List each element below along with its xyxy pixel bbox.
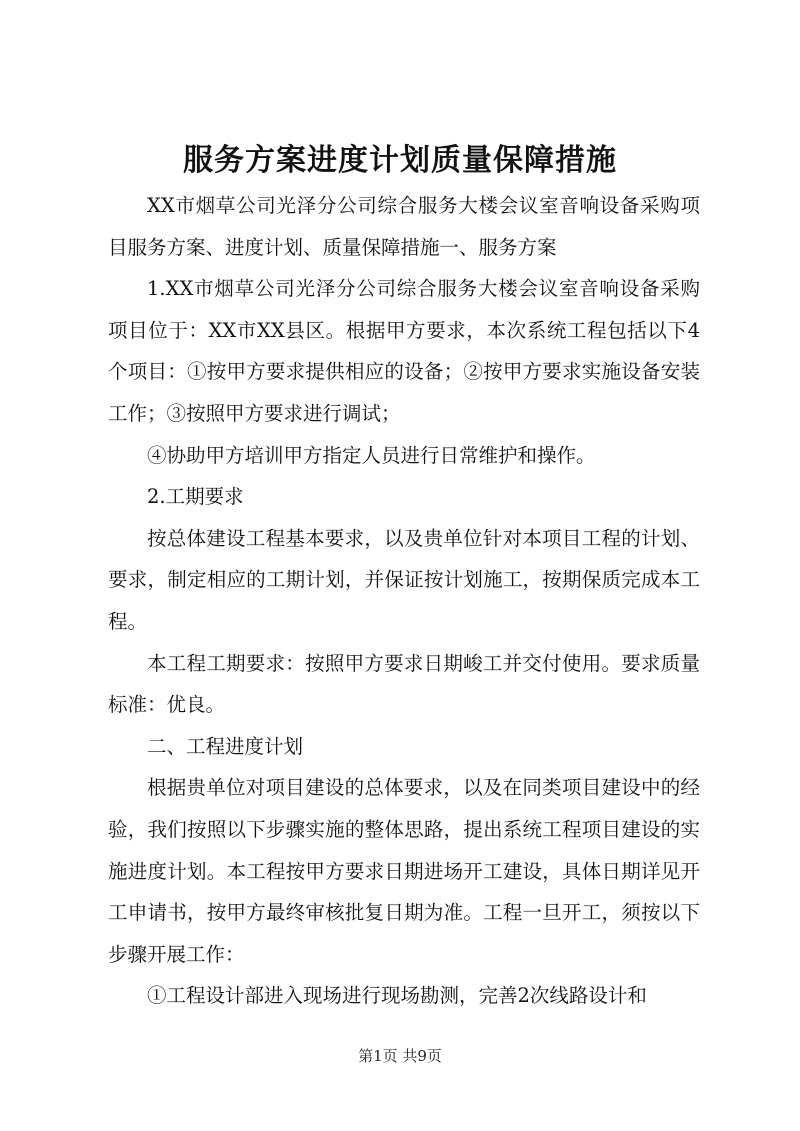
paragraph-implementation: 根据贵单位对项目建设的总体要求，以及在同类项目建设中的经验，我们按照以下步骤实施的整体思路，提出系统工程项目建设的实施进度计划。本工程按甲方要求日期进场开工建设，具体日期详见开工申请书，按甲方最终审核批复日期为准。工程一旦开工，须按以下步骤开展工作： <box>108 776 700 966</box>
paragraph-project-scope: 1.XX市烟草公司光泽分公司综合服务大楼会议室音响设备采购项目位于：XX市XX县区。根据甲方要求，本次系统工程包括以下4个项目：①按甲方要求提供相应的设备；②按甲方要求实施设备安装工作；③按照甲方要求进行调试； <box>108 277 700 425</box>
section-heading-schedule-requirements: 2.工期要求 <box>147 485 244 509</box>
paragraph-training: ④协助甲方培训甲方指定人员进行日常维护和操作。 <box>147 443 596 467</box>
paragraph-schedule-plan: 按总体建设工程基本要求，以及贵单位针对本项目工程的计划、要求，制定相应的工期计划，并保证按计划施工，按期保质完成本工程。 <box>108 526 700 633</box>
section-heading-progress-plan: 二、工程进度计划 <box>147 734 304 758</box>
document-title: 服务方案进度计划质量保障措施 <box>183 143 617 178</box>
paragraph-step-one: ①工程设计部进入现场进行现场勘测，完善2次线路设计和 <box>147 984 647 1008</box>
paragraph-quality-standard: 本工程工期要求：按照甲方要求日期峻工并交付使用。要求质量标准：优良。 <box>108 651 700 717</box>
document-body <box>108 185 700 1017</box>
paragraph-intro: XX市烟草公司光泽分公司综合服务大楼会议室音响设备采购项目服务方案、进度计划、质量保障措施一、服务方案 <box>108 194 700 259</box>
page-number: 第1页 共9页 <box>358 1047 442 1065</box>
